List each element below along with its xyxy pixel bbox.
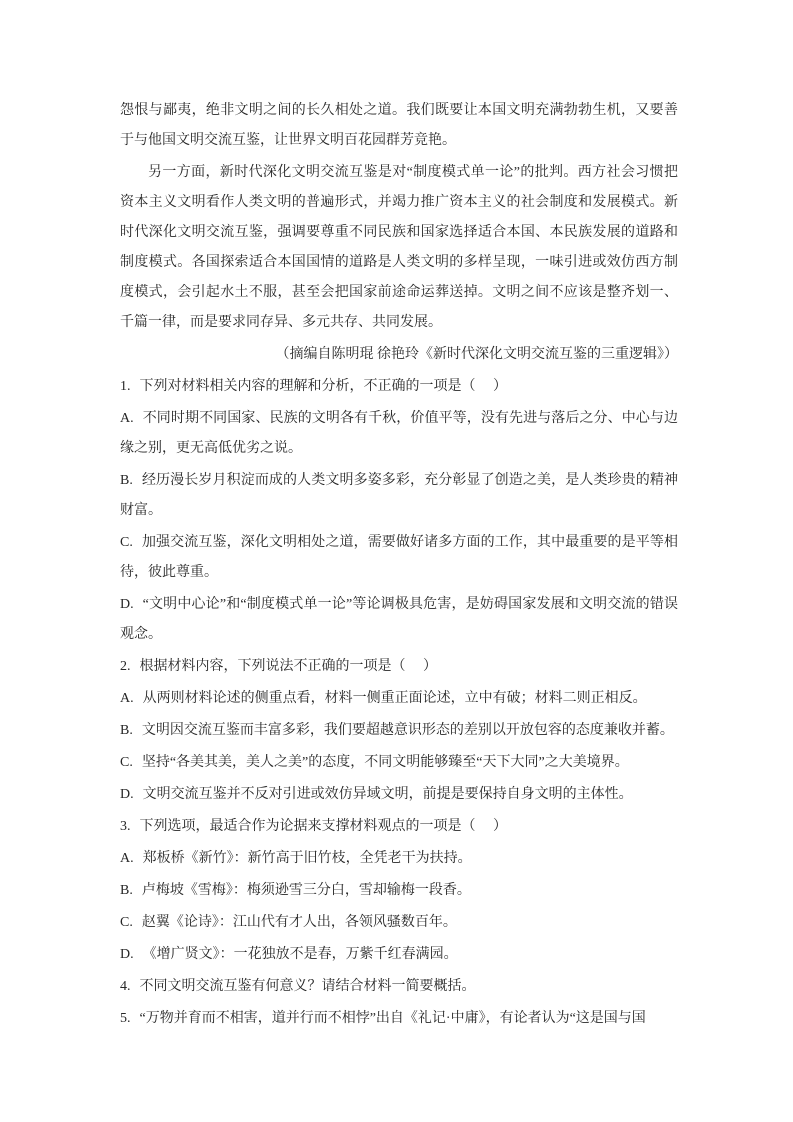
option-label: A. (120, 411, 134, 426)
question-stem-text: 根据材料内容，下列说法不正确的一项是（ ） (139, 659, 437, 674)
option-label: B. (120, 723, 133, 738)
option-text: 文明交流互鉴并不反对引进或效仿异域文明，前提是要保持自身文明的主体性。 (142, 787, 633, 802)
option (120, 876, 678, 906)
option-text: “文明中心论”和“制度模式单一论”等论调极具危害，是妨碍国家发展和文明交流的错误观念。 (120, 597, 678, 642)
option-label: D. (120, 947, 134, 962)
option-text: 坚持“各美其美，美人之美”的态度，不同文明能够臻至“天下大同”之大美境界。 (141, 755, 629, 770)
option-text: 文明因交流互鉴而丰富多彩，我们要超越意识形态的差别以开放包容的态度兼收并蓄。 (141, 723, 674, 738)
question-stem-text: 下列对材料相关内容的理解和分析，不正确的一项是（ ） (139, 379, 507, 394)
option (120, 684, 678, 714)
question-number: 4. (120, 979, 131, 994)
option (120, 908, 678, 938)
option (120, 780, 678, 810)
option (120, 716, 678, 746)
option-text: 郑板桥《新竹》：新竹高于旧竹枝，全凭老干为扶持。 (142, 851, 472, 866)
question-4-stem (120, 972, 678, 1002)
question-1-stem (120, 372, 678, 402)
option-label: B. (120, 883, 133, 898)
option-label: A. (120, 851, 134, 866)
option-text: 卢梅坡《雪梅》：梅须逊雪三分白，雪却输梅一段香。 (141, 883, 471, 898)
option-text: 加强交流互鉴，深化文明相处之道，需要做好诸多方面的工作，其中最重要的是平等相待，彼此尊重。 (120, 535, 678, 580)
body-paragraph: 怨恨与鄙夷，绝非文明之间的长久相处之道。我们既要让本国文明充满勃勃生机，又要善于与他国文明交流互鉴，让世界文明百花园群芳竞艳。 (120, 103, 678, 148)
question-stem-text: “万物并育而不相害，道并行而不相悖”出自《礼记·中庸》，有论者认为“这是国与国 (139, 1011, 646, 1026)
option-text: 赵翼《论诗》：江山代有才人出，各领风骚数百年。 (141, 915, 457, 930)
option (120, 940, 678, 970)
question-number: 3. (120, 819, 131, 834)
question-3-stem (120, 812, 678, 842)
question-number: 5. (120, 1011, 131, 1026)
option (120, 404, 678, 464)
body-paragraph: 另一方面，新时代深化文明交流互鉴是对“制度模式单一论”的批判。西方社会习惯把资本主义文明看作人类文明的普遍形式，并竭力推广资本主义的社会制度和发展模式。新时代深化文明交流互鉴，强调要尊重不同民族和国家选择适合本国、本民族发展的道路和制度模式。各国探索适合本国国情的道路是人类文明的多样呈现，一味引进或效仿西方制度模式，会引起水土不服，甚至会把国家前途命运葬送掉。文明之间不应该是整齐划一、千篇一律，而是要求同存异、多元共存、共同发展。 (120, 165, 678, 330)
option-label: A. (120, 691, 134, 706)
option-text: 《增广贤文》：一花独放不是春，万紫千红春满园。 (142, 947, 458, 962)
option-label: C. (120, 755, 133, 770)
question-2-stem (120, 652, 678, 682)
citation-line: （摘编自陈明琨 徐艳玲《新时代深化文明交流互鉴的三重逻辑》） (275, 347, 678, 362)
option-label: D. (120, 597, 134, 612)
option-text: 从两则材料论述的侧重点看，材料一侧重正面论述，立中有破；材料二则正相反。 (142, 691, 647, 706)
option-text: 经历漫长岁月积淀而成的人类文明多姿多彩，充分彰显了创造之美，是人类珍贵的精神财富。 (120, 473, 678, 518)
option-label: C. (120, 915, 133, 930)
question-stem-text: 下列选项，最适合作为论据来支撑材料观点的一项是（ ） (139, 819, 507, 834)
option (120, 590, 678, 650)
option (120, 844, 678, 874)
option (120, 528, 678, 588)
question-5-stem (120, 1004, 678, 1034)
document-content (120, 96, 678, 1036)
question-number: 1. (120, 379, 131, 394)
question-number: 2. (120, 659, 131, 674)
option (120, 466, 678, 526)
option-label: C. (120, 535, 133, 550)
option (120, 748, 678, 778)
question-stem-text: 不同文明交流互鉴有何意义？请结合材料一简要概括。 (139, 979, 476, 994)
option-label: B. (120, 473, 133, 488)
option-text: 不同时期不同国家、民族的文明各有千秋，价值平等，没有先进与落后之分、中心与边缘之别，更无高低优劣之说。 (120, 411, 678, 456)
option-label: D. (120, 787, 134, 802)
